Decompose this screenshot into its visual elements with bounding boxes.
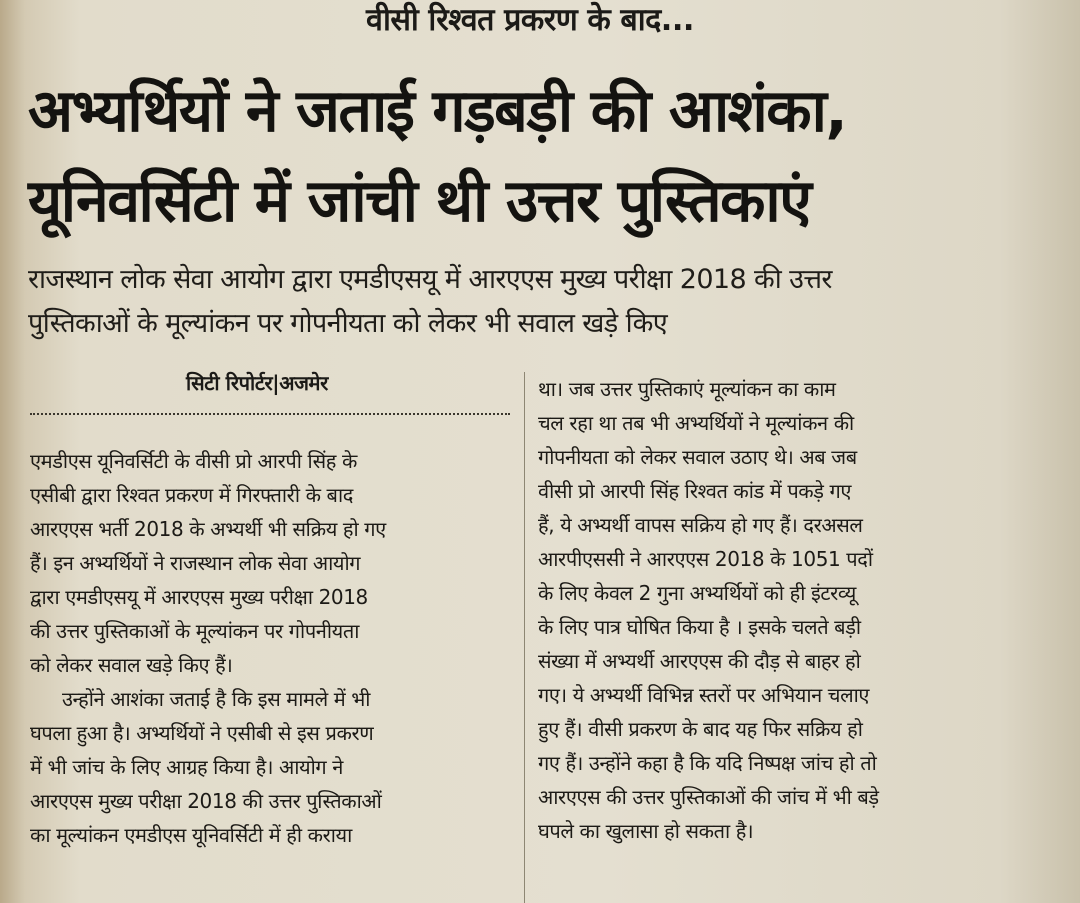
body-line: आरपीएससी ने आरएएस 2018 के 1051 पदों [538, 547, 873, 571]
body-line: द्वारा एमडीएसयू में आरएएस मुख्य परीक्षा 2018 [30, 585, 368, 609]
subheadline-line-1: राजस्थान लोक सेवा आयोग द्वारा एमडीएसयू में आरएएस मुख्य परीक्षा 2018 की उत्तर [28, 264, 832, 295]
body-line: एमडीएस यूनिवर्सिटी के वीसी प्रो आरपी सिंह के [30, 449, 357, 473]
body-line: एसीबी द्वारा रिश्वत प्रकरण में गिरफ्तारी के बाद [30, 483, 353, 507]
subheadline-line-2: पुस्तिकाओं के मूल्यांकन पर गोपनीयता को लेकर भी सवाल खड़े किए [28, 308, 668, 339]
body-line: आरएएस मुख्य परीक्षा 2018 की उत्तर पुस्तिकाओं [30, 789, 382, 813]
body-line: चल रहा था तब भी अभ्यर्थियों ने मूल्यांकन की [538, 411, 854, 435]
body-line: के लिए पात्र घोषित किया है । इसके चलते बड़ी [538, 615, 861, 639]
body-line: आरएएस भर्ती 2018 के अभ्यर्थी भी सक्रिय हो गए [30, 517, 386, 541]
kicker: वीसी रिश्वत प्रकरण के बाद... [366, 2, 694, 38]
body-line: हैं, ये अभ्यर्थी वापस सक्रिय हो गए हैं। दरअसल [538, 513, 863, 537]
body-line: घपले का खुलासा हो सकता है। [538, 819, 754, 843]
column-divider [524, 372, 525, 903]
body-line: उन्होंने आशंका जताई है कि इस मामले में भी [62, 687, 371, 711]
body-line: में भी जांच के लिए आग्रह किया है। आयोग ने [30, 755, 343, 779]
body-line: का मूल्यांकन एमडीएस यूनिवर्सिटी में ही कराया [30, 823, 352, 847]
body-line: गोपनीयता को लेकर सवाल उठाए थे। अब जब [538, 445, 857, 469]
body-line: था। जब उत्तर पुस्तिकाएं मूल्यांकन का काम [538, 377, 836, 401]
body-line: को लेकर सवाल खड़े किए हैं। [30, 653, 233, 677]
headline [28, 66, 1068, 246]
body-line: संख्या में अभ्यर्थी आरएएस की दौड़ से बाहर हो [538, 649, 861, 673]
body-line: हैं। इन अभ्यर्थियों ने राजस्थान लोक सेवा आयोग [30, 551, 361, 575]
body-line: वीसी प्रो आरपी सिंह रिश्वत कांड में पकड़े गए [538, 479, 852, 503]
article-column-right [538, 372, 1048, 848]
article-column-left [30, 444, 510, 852]
body-line: गए हैं। उन्होंने कहा है कि यदि निष्पक्ष जांच हो तो [538, 751, 877, 775]
body-line: हुए हैं। वीसी प्रकरण के बाद यह फिर सक्रिय हो [538, 717, 863, 741]
body-line: के लिए केवल 2 गुना अभ्यर्थियों को ही इंटरव्यू [538, 581, 856, 605]
headline-line-2: यूनिवर्सिटी में जांची थी उत्तर पुस्तिकाएं [28, 166, 811, 235]
headline-line-1: अभ्यर्थियों ने जताई गड़बड़ी की आशंका, [28, 76, 847, 145]
subheadline [28, 258, 1068, 346]
byline: सिटी रिपोर्टर|अजमेर [186, 371, 328, 395]
byline-divider [30, 413, 510, 415]
body-line: आरएएस की उत्तर पुस्तिकाओं की जांच में भी बड़े [538, 785, 879, 809]
body-line: गए। ये अभ्यर्थी विभिन्न स्तरों पर अभियान चलाए [538, 683, 870, 707]
body-line: घपला हुआ है। अभ्यर्थियों ने एसीबी से इस प्रकरण [30, 721, 374, 745]
body-line: की उत्तर पुस्तिकाओं के मूल्यांकन पर गोपनीयता [30, 619, 360, 643]
